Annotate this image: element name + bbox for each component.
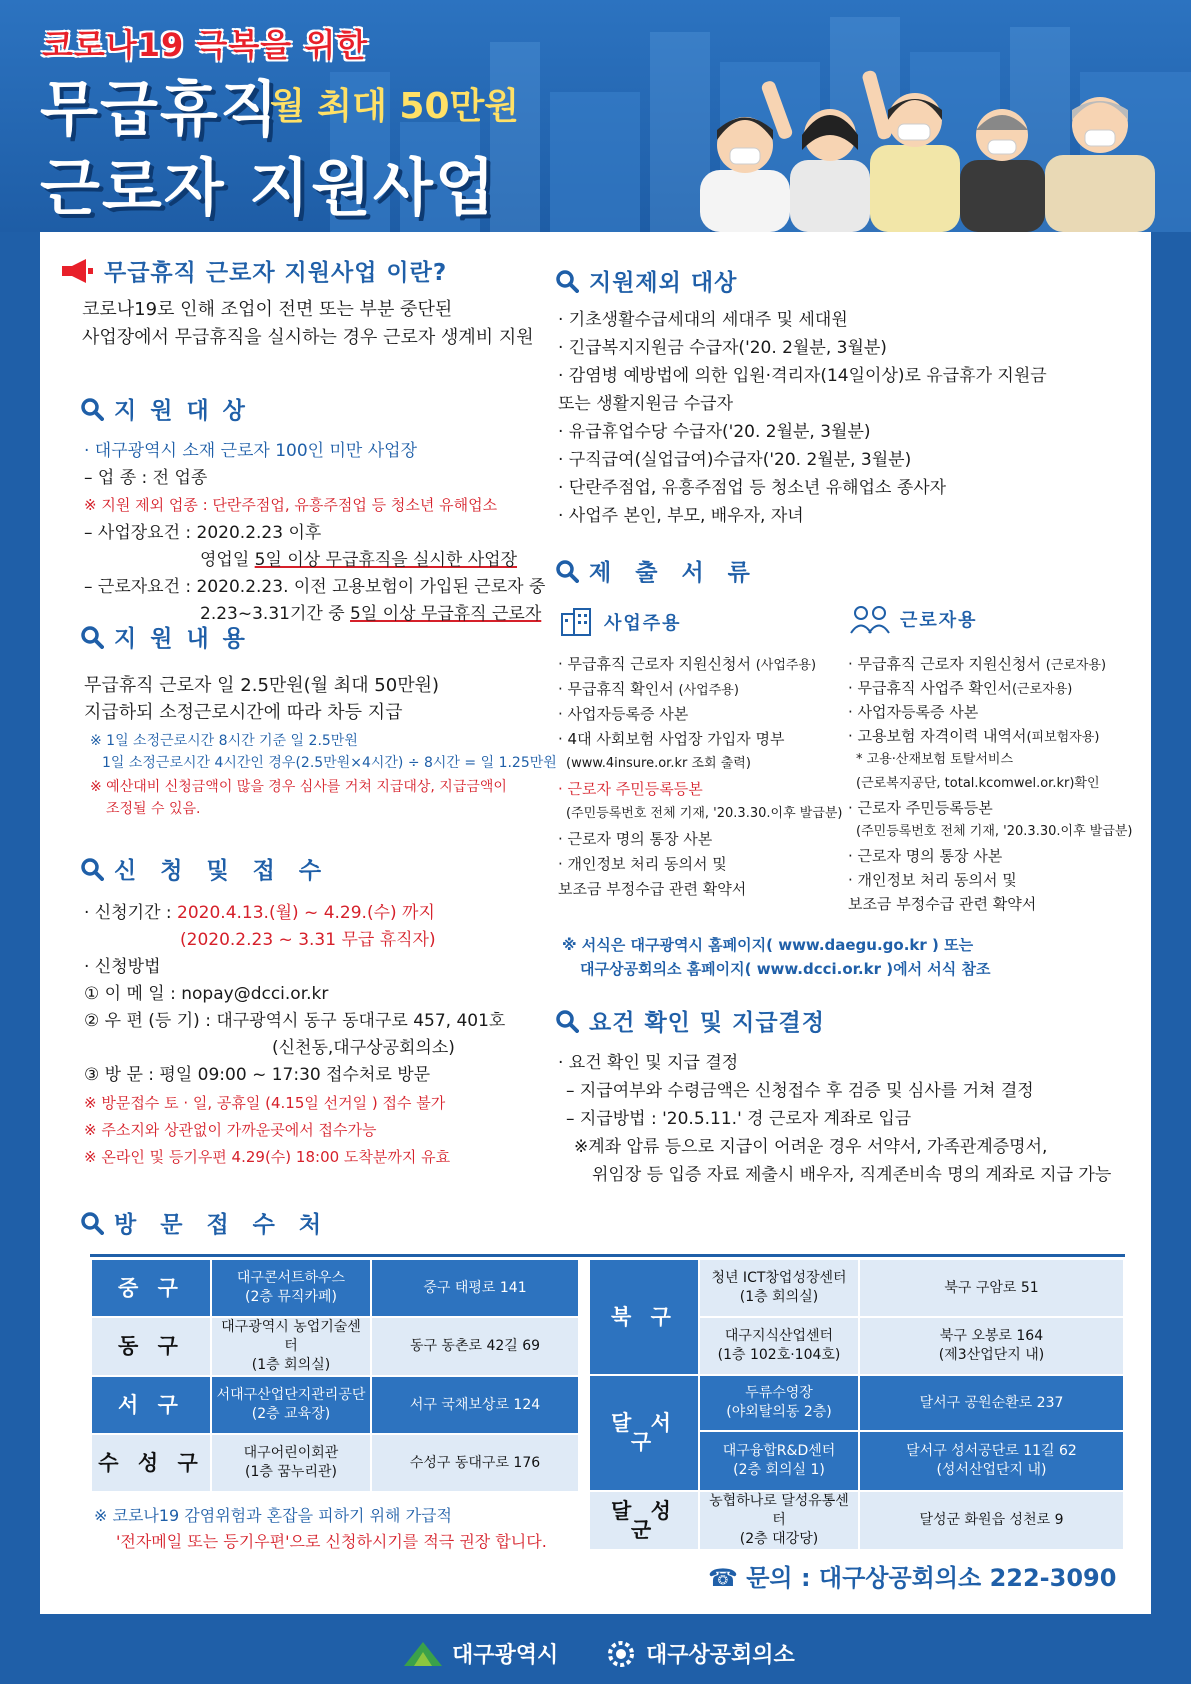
docs-item: · 근로자 명의 통장 사본 xyxy=(558,830,713,848)
header-amount: 월 최대 50만원 xyxy=(270,86,520,127)
footer xyxy=(0,1614,1191,1684)
apply-post-2: (신천동,대구상공회의소) xyxy=(272,1038,455,1058)
docs-item: (www.4insure.or.kr 조회 출력) xyxy=(566,756,751,771)
intro-heading xyxy=(60,254,447,287)
address-cell: 북구 오봉로 164 (제3산업단지 내) xyxy=(859,1317,1124,1375)
intro-line-2: 사업장에서 무급휴직을 실시하는 경우 근로자 생계비 지원 xyxy=(82,327,534,348)
apply-email: ① 이 메 일 : nopay@dcci.or.kr xyxy=(84,984,329,1004)
target-heading xyxy=(80,392,248,425)
gear-logo-icon xyxy=(604,1639,638,1669)
intro-title: 무급휴직 근로자 지원사업 이란? xyxy=(104,260,448,286)
content-line-5: ※ 예산대비 신청금액이 많을 경우 심사를 거쳐 지급대상, 지급금액이 xyxy=(90,779,507,795)
header-subtitle: 코로나19 극복을 위한 xyxy=(42,26,369,64)
apply-title: 신 청 및 접 수 xyxy=(114,858,330,884)
place-cell: 서대구산업단지관리공단 (2층 교육장) xyxy=(211,1376,371,1434)
exclude-item: · 긴급복지지원금 수급자('20. 2월분, 3월분) xyxy=(558,338,887,358)
apply-method: · 신청방법 xyxy=(84,957,161,977)
megaphone-icon xyxy=(60,258,94,284)
docs-item: · 고용보험 자격이력 내역서(피보험자용) xyxy=(848,727,1100,745)
docs-title: 제 출 서 류 xyxy=(589,560,758,586)
exclude-title: 지원제외 대상 xyxy=(589,270,738,296)
magnifier-icon xyxy=(80,857,104,881)
docs-item: · 개인정보 처리 동의서 및 xyxy=(558,855,727,873)
exclude-item: · 감염병 예방법에 의한 입원·격리자(14일이상)로 유급휴가 지원금 xyxy=(558,366,1047,386)
apply-visit: ③ 방 문 : 평일 09:00 ~ 17:30 접수처로 방문 xyxy=(84,1065,431,1085)
content-card xyxy=(40,232,1151,1614)
address-cell: 서구 국채보상로 124 xyxy=(371,1376,579,1434)
apply-post: ② 우 편 (등 기) : 대구광역시 동구 동대구로 457, 401호 xyxy=(84,1011,506,1031)
address-cell: 달서구 성서공단로 11길 62 (성서산업단지 내) xyxy=(859,1431,1124,1491)
docs-item: · 무급휴직 확인서 (사업주용) xyxy=(558,680,739,698)
docs-item: (주민등록번호 전체 기재, '20.3.30.이후 발급분) xyxy=(856,824,1133,839)
address-cell: 동구 동촌로 42길 69 xyxy=(371,1317,579,1376)
target-line-5: 영업일 5일 이상 무급휴직을 실시한 사업장 xyxy=(200,550,518,570)
magnifier-icon xyxy=(555,269,579,293)
docs-item: 보조금 부정수급 관련 확약서 xyxy=(848,895,1037,913)
docs-note-2: 대구상공회의소 홈페이지( www.dcci.or.kr )에서 서식 참조 xyxy=(580,960,991,978)
table-row xyxy=(91,1376,579,1434)
visit-title: 방 문 접 수 처 xyxy=(114,1212,330,1238)
decision-heading xyxy=(555,1004,825,1037)
content-title: 지 원 내 용 xyxy=(114,626,248,652)
divider xyxy=(90,1254,1125,1257)
docs-item: · 근로자 명의 통장 사본 xyxy=(848,847,1003,865)
table-row xyxy=(91,1259,579,1317)
daegu-city-logo: 대구광역시 xyxy=(402,1638,558,1669)
docs-item: · 무급휴직 근로자 지원신청서 (사업주용) xyxy=(558,655,817,673)
apply-note-3: ※ 온라인 및 등기우편 4.29(수) 18:00 도착분까지 유효 xyxy=(84,1148,451,1166)
header-title-2: 근로자 지원사업 xyxy=(40,151,497,224)
district-dalseong: 달 성 군 xyxy=(589,1491,699,1550)
place-cell: 대구광역시 농업기술센터 (1층 회의실) xyxy=(211,1317,371,1376)
visit-table-right xyxy=(588,1258,1125,1551)
content-line-2: 지급하되 소정근로시간에 따라 차등 지급 xyxy=(84,702,403,723)
district-bukgu: 북 구 xyxy=(589,1259,699,1375)
docs-worker-title: 근로자용 xyxy=(900,610,978,631)
intro-line-1: 코로나19로 인해 조업이 전면 또는 부분 중단된 xyxy=(82,299,453,320)
exclude-item: · 단란주점업, 유흥주점업 등 청소년 유해업소 종사자 xyxy=(558,478,947,498)
district-cell: 서 구 xyxy=(91,1376,211,1434)
apply-note-1: ※ 방문접수 토 · 일, 공휴일 (4.15일 선거일 ) 접수 불가 xyxy=(84,1094,446,1112)
visit-table-left xyxy=(90,1258,580,1493)
magnifier-icon xyxy=(80,397,104,421)
header-title-1: 무급휴직 xyxy=(40,75,280,145)
target-title: 지 원 대 상 xyxy=(114,398,248,424)
place-cell: 대구어린이회관 (1층 꿈누리관) xyxy=(211,1434,371,1492)
docs-worker-heading xyxy=(850,604,978,634)
place-cell: 농협하나로 달성유통센터 (2층 대강당) xyxy=(699,1491,859,1550)
docs-biz-heading xyxy=(560,608,682,636)
place-cell: 대구콘서트하우스 (2층 뮤직카페) xyxy=(211,1259,371,1317)
docs-item: · 사업자등록증 사본 xyxy=(848,703,979,721)
apply-period-2: (2020.2.23 ~ 3.31 무급 휴직자) xyxy=(180,930,436,950)
district-dalseogu: 달 서 구 xyxy=(589,1375,699,1491)
apply-note-2: ※ 주소지와 상관없이 가까운곳에서 접수가능 xyxy=(84,1121,377,1139)
people-icon xyxy=(850,604,890,634)
docs-item: · 무급휴직 근로자 지원신청서 (근로자용) xyxy=(848,655,1107,673)
docs-item: · 근로자 주민등록등본 xyxy=(558,780,703,798)
visit-note-2: '전자메일 또는 등기우편'으로 신청하시기를 적극 권장 합니다. xyxy=(116,1532,547,1551)
visit-note-1: ※ 코로나19 감염위험과 혼잡을 피하기 위해 가급적 xyxy=(94,1506,452,1525)
exclude-heading xyxy=(555,264,737,297)
magnifier-icon xyxy=(555,1009,579,1033)
address-cell: 달서구 공원순환로 237 xyxy=(859,1375,1124,1431)
docs-item: (주민등록번호 전체 기재, '20.3.30.이후 발급분) xyxy=(566,806,843,821)
decision-title: 요건 확인 및 지급결정 xyxy=(589,1010,825,1036)
people-illustration xyxy=(690,50,1170,232)
content-line-1: 무급휴직 근로자 일 2.5만원(월 최대 50만원) xyxy=(84,675,440,696)
magnifier-icon xyxy=(80,625,104,649)
district-cell: 동 구 xyxy=(91,1317,211,1376)
docs-item: 보조금 부정수급 관련 확약서 xyxy=(558,880,747,898)
docs-item: (근로복지공단, total.kcomwel.or.kr)확인 xyxy=(856,776,1100,791)
place-cell: 대구융합R&D센터 (2층 회의실 1) xyxy=(699,1431,859,1491)
district-cell: 중 구 xyxy=(91,1259,211,1317)
exclude-item: · 유급휴업수당 수급자('20. 2월분, 3월분) xyxy=(558,422,871,442)
table-row xyxy=(91,1434,579,1492)
address-cell: 북구 구암로 51 xyxy=(859,1259,1124,1317)
decision-line-4: ※계좌 압류 등으로 지급이 어려운 경우 서약서, 가족관계증명서, xyxy=(574,1137,1048,1157)
table-row xyxy=(91,1317,579,1376)
place-cell: 대구지식산업센터 (1층 102호·104호) xyxy=(699,1317,859,1375)
docs-item: · 개인정보 처리 동의서 및 xyxy=(848,871,1017,889)
dcci-logo: 대구상공회의소 xyxy=(604,1638,795,1669)
docs-biz-title: 사업주용 xyxy=(604,613,682,634)
docs-item: · 사업자등록증 사본 xyxy=(558,705,689,723)
docs-item: · 근로자 주민등록등본 xyxy=(848,799,993,817)
place-cell: 청년 ICT창업성장센터 (1층 회의실) xyxy=(699,1259,859,1317)
docs-item: · 4대 사회보험 사업장 가입자 명부 xyxy=(558,730,785,748)
content-heading xyxy=(80,620,248,653)
district-cell: 수 성 구 xyxy=(91,1434,211,1492)
docs-item: * 고용·산재보험 토탈서비스 xyxy=(856,752,1014,767)
mountain-logo-icon xyxy=(402,1640,444,1668)
target-line-7: 2.23~3.31기간 중 5일 이상 무급휴직 근로자 xyxy=(200,604,542,624)
content-line-3: ※ 1일 소정근로시간 8시간 기준 일 2.5만원 xyxy=(90,733,358,749)
exclude-item: · 사업주 본인, 부모, 배우자, 자녀 xyxy=(558,506,804,526)
target-line-6: – 근로자요건 : 2020.2.23. 이전 고용보험이 가입된 근로자 중 xyxy=(84,577,546,597)
address-cell: 중구 태평로 141 xyxy=(371,1259,579,1317)
decision-line-5: 위임장 등 입증 자료 제출시 배우자, 직계존비속 명의 계좌로 지급 가능 xyxy=(592,1165,1112,1185)
exclude-item: 또는 생활지원금 수급자 xyxy=(558,394,734,414)
exclude-item: · 구직급여(실업급여)수급자('20. 2월분, 3월분) xyxy=(558,450,912,470)
header-banner xyxy=(0,0,1191,232)
target-line-1: · 대구광역시 소재 근로자 100인 미만 사업장 xyxy=(84,441,418,461)
address-cell: 수성구 동대구로 176 xyxy=(371,1434,579,1492)
place-cell: 두류수영장 (야외탈의동 2층) xyxy=(699,1375,859,1431)
contact-info: ☎ 문의 : 대구상공회의소 222-3090 xyxy=(708,1564,1117,1592)
magnifier-icon xyxy=(555,559,579,583)
docs-item: · 무급휴직 사업주 확인서(근로자용) xyxy=(848,679,1073,697)
target-line-3: ※ 지원 제외 업종 : 단란주점업, 유흥주점업 등 청소년 유해업소 xyxy=(84,496,498,514)
building-icon xyxy=(560,608,594,636)
decision-line-1: · 요건 확인 및 지급 결정 xyxy=(558,1053,739,1073)
apply-heading xyxy=(80,852,329,885)
content-line-4: 1일 소정근로시간 4시간인 경우(2.5만원×4시간) ÷ 8시간 = 일 1.25만원 xyxy=(102,755,557,771)
exclude-item: · 기초생활수급세대의 세대주 및 세대원 xyxy=(558,310,848,330)
target-line-2: – 업 종 : 전 업종 xyxy=(84,468,208,488)
visit-heading xyxy=(80,1206,329,1239)
apply-period: · 신청기간 : 2020.4.13.(월) ~ 4.29.(수) 까지 xyxy=(84,903,435,923)
decision-line-3: – 지급방법 : '20.5.11.' 경 근로자 계좌로 입금 xyxy=(566,1109,912,1129)
decision-line-2: – 지급여부와 수령금액은 신청접수 후 검증 및 심사를 거쳐 결정 xyxy=(566,1081,1034,1101)
content-line-6: 조정될 수 있음. xyxy=(106,801,201,817)
target-line-4: – 사업장요건 : 2020.2.23 이후 xyxy=(84,523,322,543)
magnifier-icon xyxy=(80,1211,104,1235)
docs-heading xyxy=(555,554,758,587)
docs-note-1: ※ 서식은 대구광역시 홈페이지( www.daegu.go.kr ) 또는 xyxy=(562,936,974,954)
address-cell: 달성군 화원읍 성천로 9 xyxy=(859,1491,1124,1550)
